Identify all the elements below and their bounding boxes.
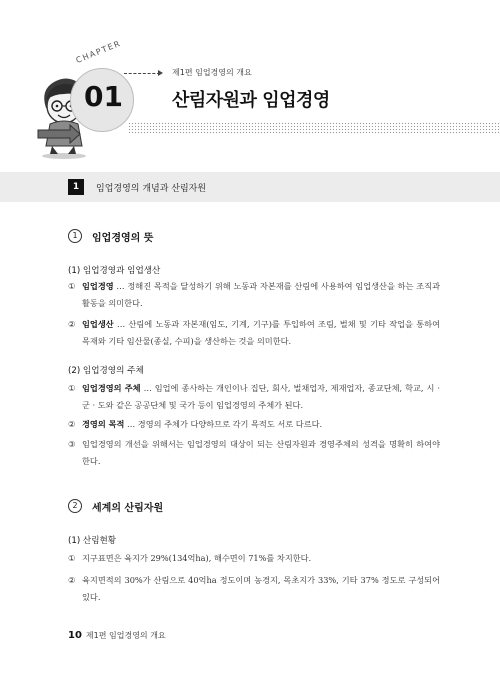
item-text: … 정해진 목적을 달성하기 위해 노동과 자본재를 산림에 사용하여 임업생산을 하는 조직과 활동을 의미한다.	[82, 281, 440, 308]
list-item	[68, 550, 440, 567]
item-text: … 임업에 종사하는 개인이나 집단, 회사, 벌채업자, 제재업자, 종교단체, 학교, 시 · 군 · 도와 같은 공공단체 및 국가 등이 임업경영의 주체가 된다.	[82, 383, 440, 410]
chapter-word: CHAPTER	[74, 38, 123, 65]
item-text: 지구표면은 육지가 29%(134억ha), 해수면이 71%를 차지한다.	[82, 553, 312, 563]
group-heading: (1) 임업경영과 임업생산	[68, 266, 161, 276]
item-term: 임업경영	[82, 281, 114, 291]
item-term: 경영의 목적	[82, 419, 125, 429]
chapter-title: 산림자원과 임업경영	[172, 90, 330, 111]
list-item	[68, 416, 440, 433]
list-item	[68, 572, 440, 606]
item-marker: ②	[68, 575, 76, 585]
item-marker: ①	[68, 281, 76, 291]
item-text: … 경영의 주체가 다양하므로 각기 목적도 서로 다르다.	[124, 419, 323, 429]
item-text: … 산림에 노동과 자본재(임도, 기계, 기구)를 투입하여 조림, 벌채 및 기타 작업을 통하여 목재와 기타 임산물(종실, 수피)을 생산하는 것을 의미한다.	[82, 319, 440, 346]
subsection-number-circle: 2	[68, 499, 82, 513]
list-item	[68, 278, 440, 312]
list-item	[68, 436, 440, 470]
subsection-title: 세계의 산림자원	[92, 503, 164, 514]
section-number-badge: 1	[68, 179, 84, 195]
part-label: 제1편 임업경영의 개요	[172, 68, 252, 77]
item-marker: ①	[68, 383, 76, 393]
item-term: 임업경영의 주체	[82, 383, 141, 393]
item-marker: ③	[68, 439, 76, 449]
chapter-number: 01	[84, 80, 123, 113]
subsection-number-circle: 1	[68, 229, 82, 243]
running-title: 제1편 임업경영의 개요	[85, 631, 166, 640]
chapter-header	[0, 0, 500, 180]
item-term: 임업생산	[82, 319, 114, 329]
group-heading: (1) 산림현황	[68, 536, 117, 546]
group-heading: (2) 임업경영의 주체	[68, 366, 144, 376]
arrow-right-icon	[158, 70, 163, 76]
dashed-arrow-line	[124, 73, 160, 74]
item-text: 임업경영의 개선을 위해서는 임업경영의 대상이 되는 산림자원과 경영주체의 성격을 명확히 하여야 한다.	[82, 439, 440, 466]
page-number: 10	[68, 630, 82, 641]
section-title: 임업경영의 개념과 산림자원	[96, 184, 207, 194]
list-item	[68, 316, 440, 350]
item-text: 육지면적의 30%가 산림으로 40억ha 정도이며 농경지, 목초지가 33%, 기타 37% 정도로 구성되어 있다.	[82, 575, 440, 602]
page-footer	[68, 630, 166, 641]
item-marker: ①	[68, 553, 76, 563]
list-item	[68, 380, 440, 414]
item-marker: ②	[68, 419, 76, 429]
item-marker: ②	[68, 319, 76, 329]
dotted-divider	[128, 122, 500, 134]
subsection-title: 임업경영의 뜻	[92, 233, 154, 244]
